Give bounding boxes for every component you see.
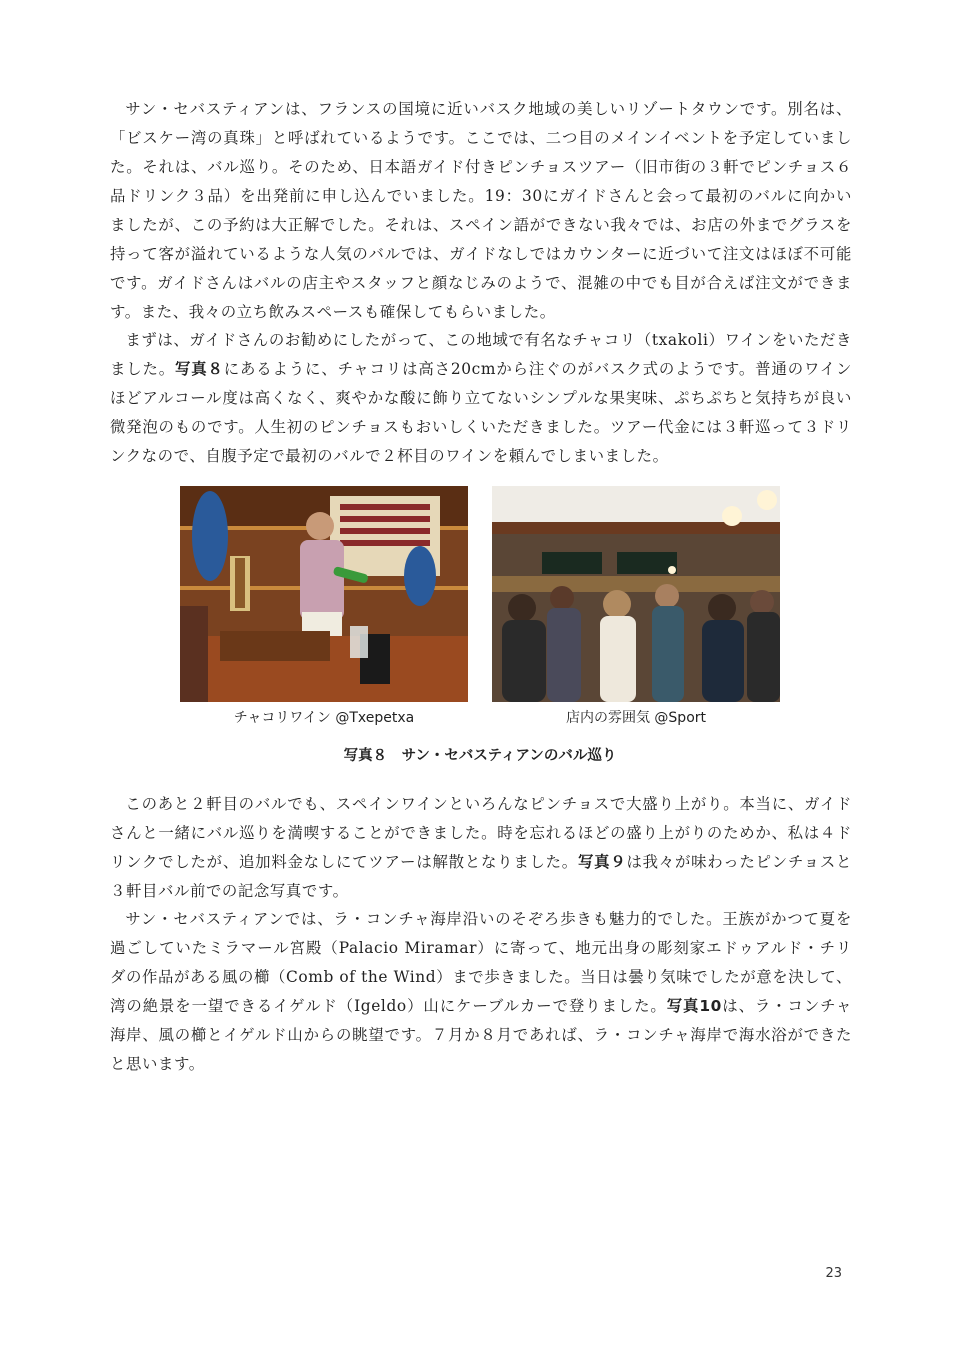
bar-counter-illustration <box>180 486 468 702</box>
photo-reference: 写真８ <box>175 360 224 378</box>
crowded-bar-illustration <box>492 486 780 702</box>
paragraph-text: このあと２軒目のバルでも、スペインワインといろんなピンチョスで大盛り上がり。本当に、ガイドさんと一緒にバル巡りを満喫することができました。時を忘れるほどの盛り上がりのためか、私は４ドリンクでしたが、追加料金なしにてツアーは解散となりました。 <box>110 795 852 871</box>
paragraph-text: は我々が味わったピンチョスと３軒目バル前での記念写真です。 <box>110 853 852 900</box>
photo-bar-interior <box>492 486 780 702</box>
paragraph-txakoli <box>110 326 852 471</box>
paragraph-text: サン・セバスティアンでは、ラ・コンチャ海岸沿いのそぞろ歩きも魅力的でした。王族がかつて夏を過ごしていたミラマール宮殿（Palacio Miramar）に寄って、地元出身の彫刻家エドゥアルド・チリダの作品がある風の櫛（Comb of the Wind）まで歩きました。当日は曇り気味でしたが意を決して、湾の絶景を一望できるイゲルド（Igeldo）山にケーブルカーで登りました。 <box>110 910 852 1015</box>
photo-reference: 写真10 <box>666 997 722 1015</box>
photo-caption-right: 店内の雰囲気 @Sport <box>565 710 707 726</box>
paragraph-la-concha <box>110 905 852 1079</box>
paragraph-text: まずは、ガイドさんのお勧めにしたがって、この地域で有名なチャコリ（txakoli）ワインをいただきました。 <box>110 331 852 378</box>
page-number: 23 <box>825 1266 842 1281</box>
photo-caption-left: チャコリワイン @Txepetxa <box>233 710 415 726</box>
figure-title: 写真８ サン・セバスティアンのバル巡り <box>343 748 617 764</box>
paragraph-text: にあるように、チャコリは高さ20cmから注ぐのがバスク式のようです。普通のワインほどアルコール度は高くなく、爽やかな酸に飾り立てないシンプルな果実味、ぷちぷちと気持ちが良い微発泡のものです。人生初のピンチョスもおいしくいただきました。ツアー代金には３軒巡って３ドリンクなので、自腹予定で最初のバルで２杯目のワインを頼んでしまいました。 <box>110 360 852 465</box>
paragraph-second-bar <box>110 790 852 906</box>
paragraph-intro: サン・セバスティアンは、フランスの国境に近いバスク地域の美しいリゾートタウンです。別名は、「ビスケー湾の真珠」と呼ばれているようです。ここでは、二つ目のメインイベントを予定していました。それは、バル巡り。そのため、日本語ガイド付きピンチョスツアー（旧市街の３軒でピンチョス６品ドリンク３品）を出発前に申し込んでいました。19：30にガイドさんと会って最初のバルに向かいましたが、この予約は大正解でした。それは、スペイン語ができない我々では、お店の外までグラスを持って客が溢れているような人気のバルでは、ガイドなしではカウンターに近づいて注文はほぼ不可能です。ガイドさんはバルの店主やスタッフと顔なじみのようで、混雑の中でも目が合えば注文ができます。また、我々の立ち飲みスペースも確保してもらいました。 <box>110 100 852 321</box>
paragraph-text: は、ラ・コンチャ海岸、風の櫛とイゲルド山からの眺望です。７月か８月であれば、ラ・コンチャ海岸で海水浴ができたと思います。 <box>110 997 852 1073</box>
photo-reference: 写真９ <box>577 853 627 871</box>
photo-txakoli-pour <box>180 486 468 702</box>
